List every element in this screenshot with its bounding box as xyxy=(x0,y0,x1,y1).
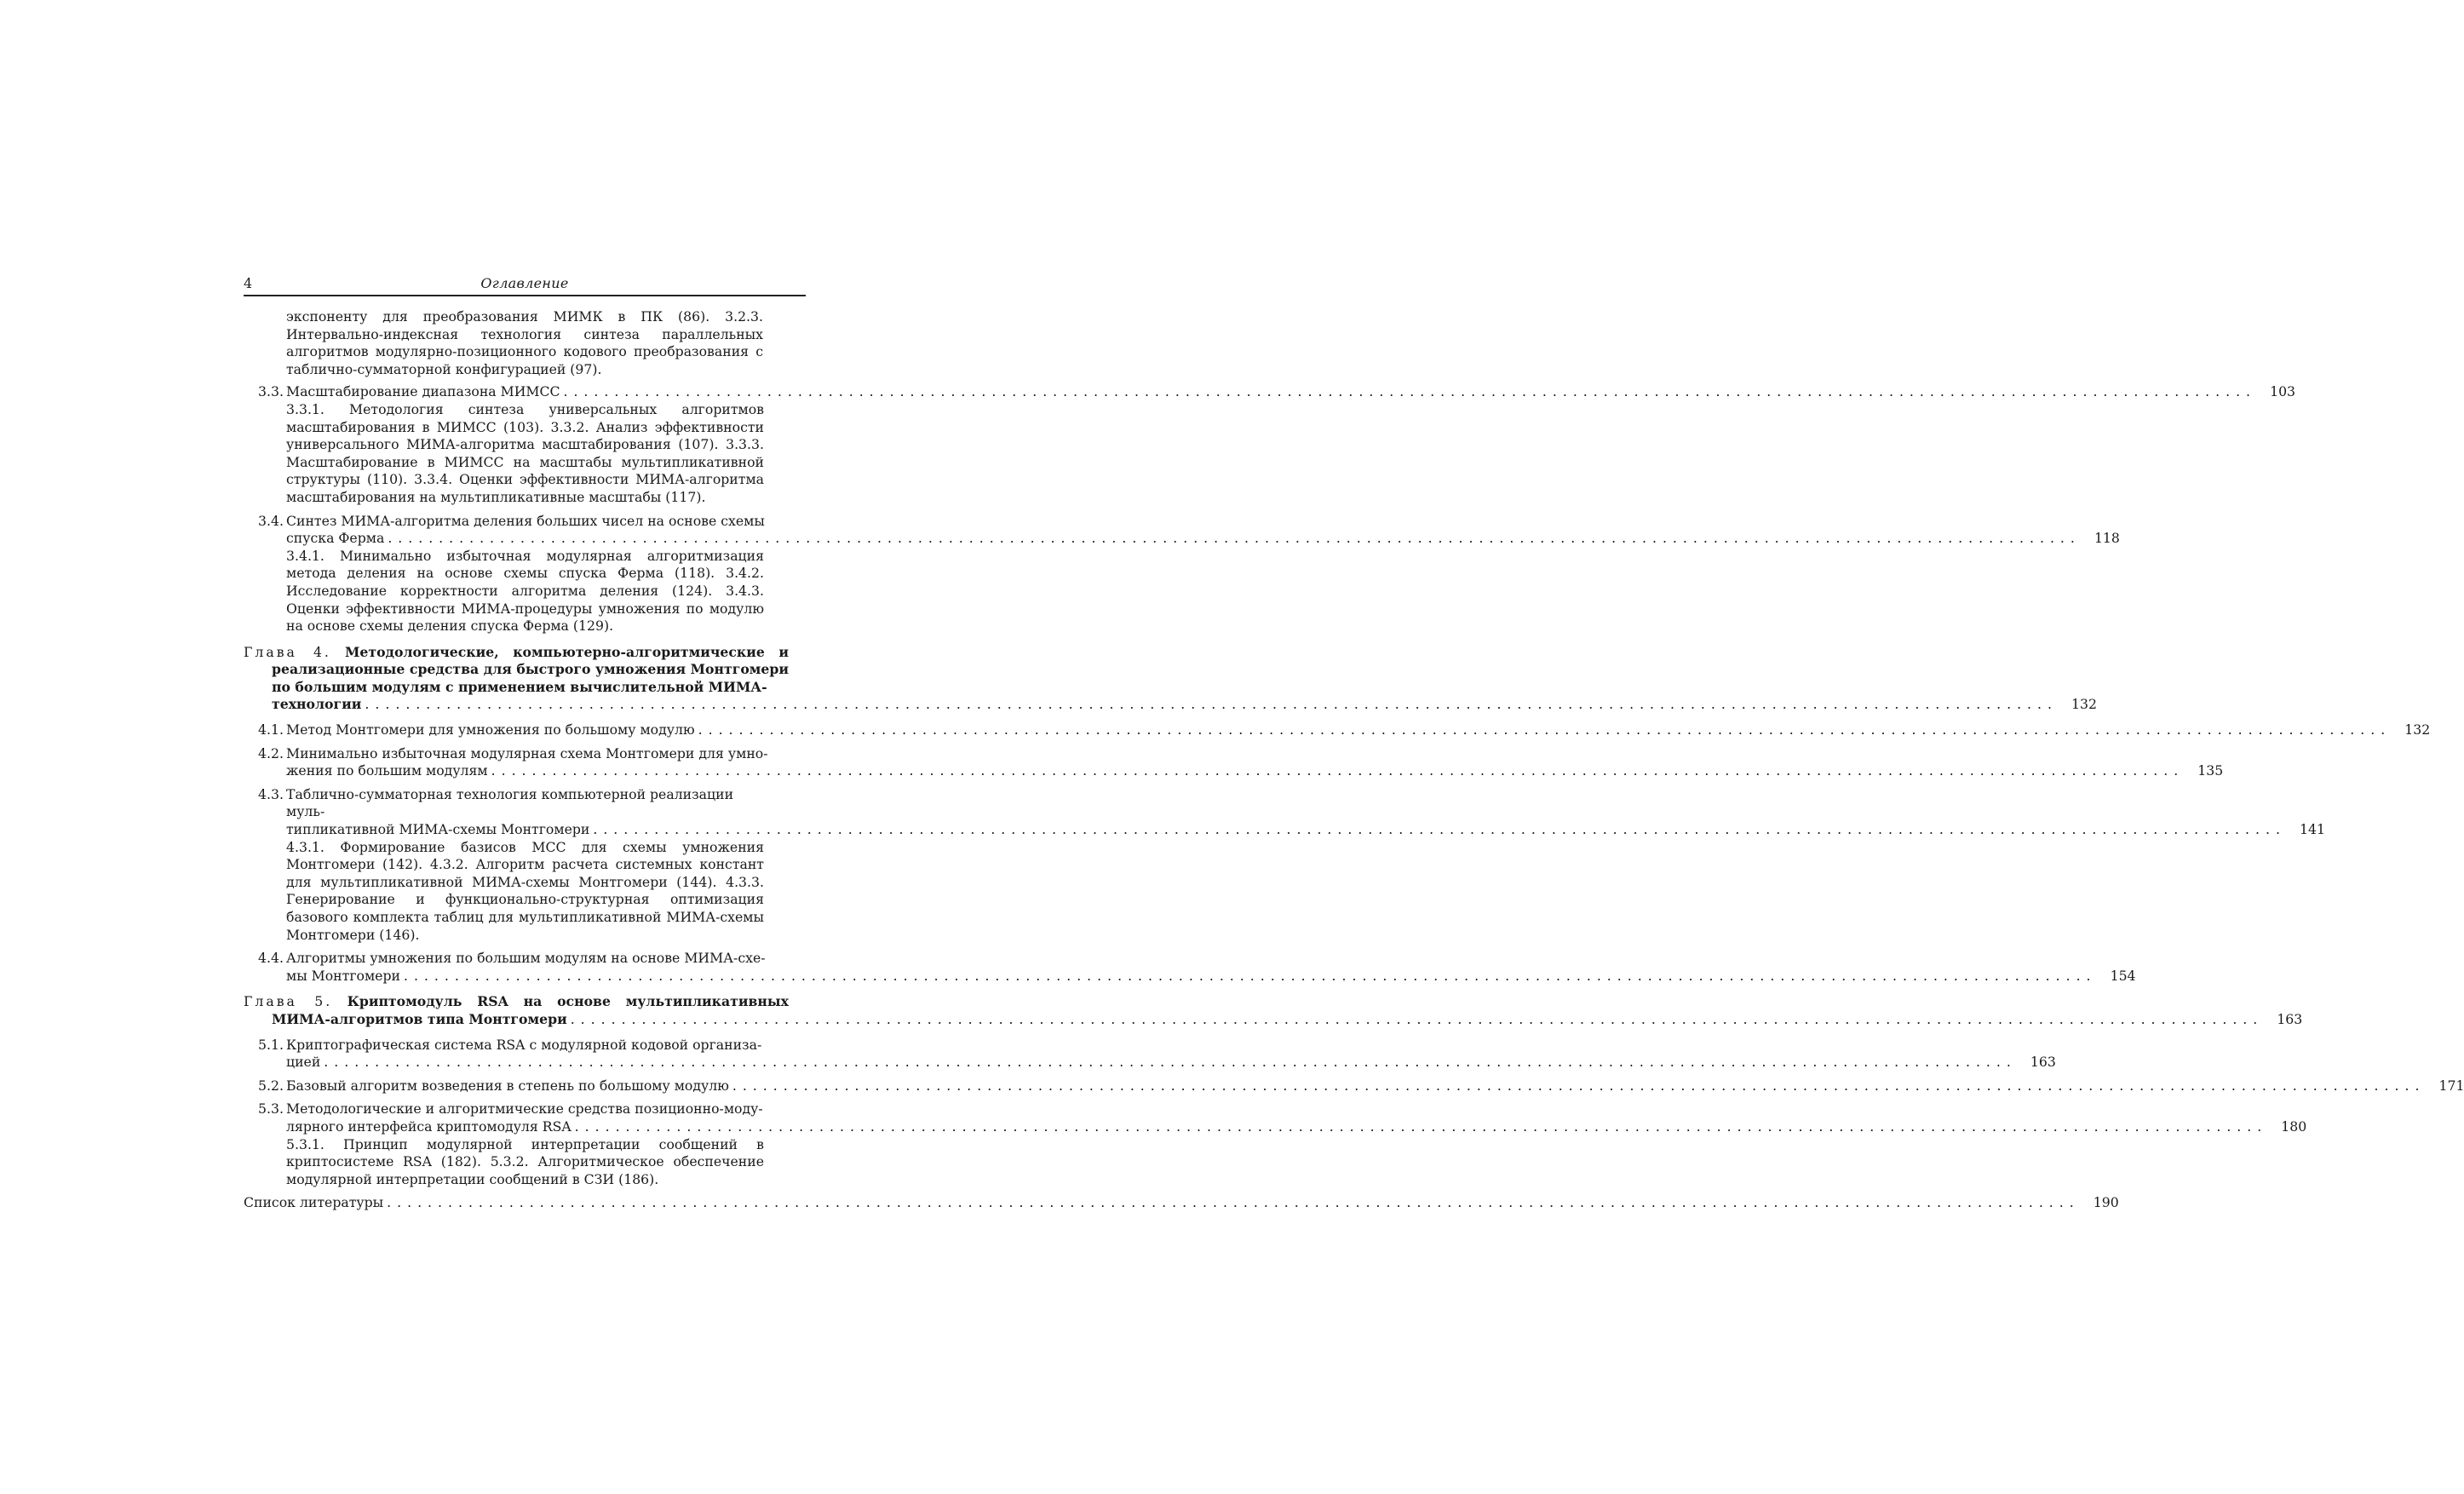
page-ref: 163 xyxy=(2277,1010,2303,1027)
section-title-line: Алгоритмы умножения по большим модулям на основе МИМА-схе- xyxy=(286,950,766,967)
section-number: 4.1. xyxy=(258,721,284,738)
leader-dots xyxy=(563,383,2251,401)
section-title-line: Методологические и алгоритмические средства позиционно-моду- xyxy=(286,1100,763,1118)
section-number: 4.3. xyxy=(258,785,284,802)
toc-bibliography[interactable] xyxy=(244,1194,2119,1212)
section-title: лярного интерфейса криптомодуля RSA xyxy=(286,1118,571,1135)
page-ref: 135 xyxy=(2197,762,2224,779)
leader-dots xyxy=(387,1194,2075,1212)
leader-dots xyxy=(491,762,2180,780)
section-title-line: Синтез МИМА-алгоритма деления больших чисел на основе схемы xyxy=(286,512,765,529)
leader-dots xyxy=(732,1077,2421,1095)
leader-dots xyxy=(365,696,2053,714)
page-ref: 154 xyxy=(2110,967,2136,984)
page-number: 4 xyxy=(244,275,253,291)
table-of-contents xyxy=(244,308,2464,1212)
chapter-title-end: технологии xyxy=(272,696,362,713)
section-title: Метод Монтгомери для умножения по большому модулю xyxy=(286,721,695,738)
leader-dots xyxy=(698,721,2386,739)
chapter-title: Криптомодуль RSA на основе мультипликативных xyxy=(347,993,789,1010)
chapter-label: Глава 4. xyxy=(244,643,331,660)
section-title: Масштабирование диапазона МИМСС xyxy=(286,383,560,400)
toc-entry-4-4[interactable] xyxy=(244,950,2136,985)
section-number: 5.3. xyxy=(258,1100,284,1118)
continued-description: экспоненту для преобразования МИМК в ПК (86). 3.2.3. Интервально-индексная технология синтеза параллельных алгоритмов модулярно-позиционного кодового преобразования с таблично-сумматорной конфигурацией (97). xyxy=(286,308,763,377)
page-ref: 132 xyxy=(2404,721,2431,738)
bibliography-title: Список литературы xyxy=(244,1194,384,1211)
toc-entry-5-3[interactable] xyxy=(244,1100,2307,1188)
toc-entry-4-3[interactable] xyxy=(244,785,2325,944)
page-ref: 141 xyxy=(2299,821,2325,838)
toc-entry-4-1[interactable] xyxy=(244,721,2431,739)
page-ref: 163 xyxy=(2030,1054,2056,1071)
section-number: 3.4. xyxy=(258,512,284,529)
section-number: 4.2. xyxy=(258,744,284,761)
toc-entry-4-2[interactable] xyxy=(244,744,2224,780)
leader-dots xyxy=(593,821,2281,839)
section-title: цией xyxy=(286,1054,321,1071)
toc-chapter-4[interactable] xyxy=(244,643,2097,714)
section-title: Базовый алгоритм возведения в степень по большому модулю xyxy=(286,1077,729,1094)
section-number: 4.4. xyxy=(258,950,284,967)
page-ref: 132 xyxy=(2071,696,2097,713)
section-description: 4.3.1. Формирование базисов МСС для схемы умножения Монтгомери (142). 4.3.2. Алгоритм расчета системных констант для мультипликативной МИМА-схемы Монтгомери (144). 4.3.3. Генерирование и функционально-структурная оптимизация базового комплекта таблиц для мультипликативной МИМА-схемы Монтгомери (146). xyxy=(286,838,764,943)
leader-dots xyxy=(324,1054,2012,1072)
section-description: 3.4.1. Минимально избыточная модулярная алгоритмизация метода деления на основе схемы спуска Ферма (118). 3.4.2. Исследование корректности алгоритма деления (124). 3.4.3. Оценки эффективности МИМА-процедуры умножения по модулю на основе схемы деления спуска Ферма (129). xyxy=(286,547,764,635)
leader-dots xyxy=(388,530,2076,548)
section-title: мы Монтгомери xyxy=(286,967,400,984)
toc-entry-5-2[interactable] xyxy=(244,1077,2464,1095)
leader-dots xyxy=(404,968,2092,985)
toc-entry-3-4[interactable] xyxy=(244,512,2120,635)
section-number: 3.3. xyxy=(258,383,284,400)
running-header xyxy=(244,273,806,296)
page-ref: 118 xyxy=(2094,530,2120,547)
leader-dots xyxy=(571,1011,2259,1029)
toc-page xyxy=(244,273,2464,1212)
section-title: типликативной МИМА-схемы Монтгомери xyxy=(286,821,590,838)
page-ref: 180 xyxy=(2281,1118,2307,1135)
section-title-line: Криптографическая система RSA с модулярной кодовой организа- xyxy=(286,1036,762,1053)
leader-dots xyxy=(575,1118,2263,1136)
section-number: 5.1. xyxy=(258,1036,284,1053)
toc-chapter-5[interactable] xyxy=(244,993,2303,1028)
chapter-title: Методологические, компьютерно-алгоритмические и реализационные средства для быстрого умножения Монтгомери по большим модулям с применением вычислительной МИМА- xyxy=(272,643,789,695)
page-ref: 190 xyxy=(2093,1194,2119,1211)
chapter-title-end: МИМА-алгоритмов типа Монтгомери xyxy=(272,1010,567,1027)
section-title: жения по большим модулям xyxy=(286,762,488,779)
section-description: 3.3.1. Методология синтеза универсальных алгоритмов масштабирования в МИМСС (103). 3.3.2. Анализ эффективности универсального МИМА-алгоритма масштабирования (107). 3.3.3. Масштабирование в МИМСС на масштабы мультипликативной структуры (110). 3.3.4. Оценки эффективности МИМА-алгоритма масштабирования на мультипликативные масштабы (117). xyxy=(286,400,764,505)
section-number: 5.2. xyxy=(258,1077,284,1094)
page-ref: 171 xyxy=(2438,1077,2464,1094)
page-ref: 103 xyxy=(2270,383,2296,400)
section-title: спуска Ферма xyxy=(286,530,385,547)
running-title: Оглавление xyxy=(480,275,569,291)
section-title-line: Минимально избыточная модулярная схема Монтгомери для умно- xyxy=(286,744,768,761)
section-title-line: Таблично-сумматорная технология компьютерной реализации муль- xyxy=(286,785,734,820)
section-description: 5.3.1. Принцип модулярной интерпретации сообщений в криптосистеме RSA (182). 5.3.2. Алгоритмическое обеспечение модулярной интерпретации сообщений в СЗИ (186). xyxy=(286,1135,764,1187)
chapter-label: Глава 5. xyxy=(244,993,333,1010)
toc-entry-5-1[interactable] xyxy=(244,1036,2056,1072)
toc-entry-3-3[interactable] xyxy=(244,383,2296,506)
